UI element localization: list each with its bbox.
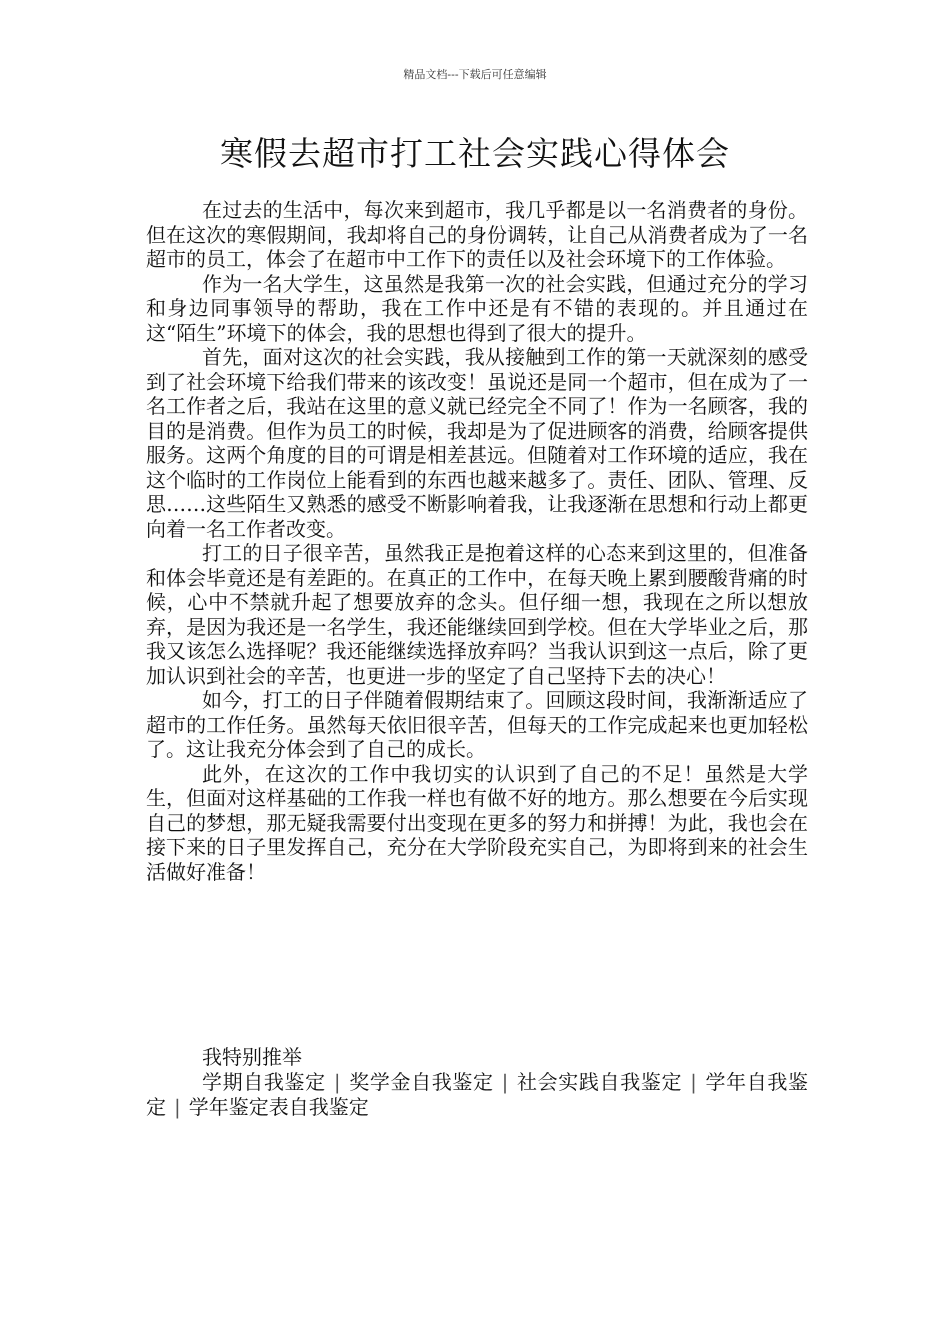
recommend-link-2[interactable]: 奖学金自我鉴定 xyxy=(348,1070,494,1094)
paragraph-1: 在过去的生活中，每次来到超市，我几乎都是以一名消费者的身份。但在这次的寒假期间，我却将自己的身份调转，让自己从消费者成为了一名超市的员工，体会了在超市中工作下的责任以及社会环境下的工作体验。 xyxy=(146,198,808,271)
recommend-heading: 我特别推举 xyxy=(202,1045,302,1069)
paragraph-5: 如今，打工的日子伴随着假期结束了。回顾这段时间，我渐渐适应了超市的工作任务。虽然每天依旧很辛苦，但每天的工作完成起来也更加轻松了。这让我充分体会到了自己的成长。 xyxy=(146,688,808,761)
recommend-link-1[interactable]: 学期自我鉴定 xyxy=(202,1070,326,1094)
paragraph-6: 此外，在这次的工作中我切实的认识到了自己的不足！虽然是大学生，但面对这样基础的工作我一样也有做不好的地方。那么想要在今后实现自己的梦想，那无疑我需要付出变现在更多的努力和拼搏！为此，我也会在接下来的日子里发挥自己，充分在大学阶段充实自己，为即将到来的社会生活做好准备！ xyxy=(146,761,808,884)
document-title: 寒假去超市打工社会实践心得体会 xyxy=(220,134,730,173)
header-note: 精品文档---下载后可任意编辑 xyxy=(403,68,547,81)
link-separator: | xyxy=(333,1070,341,1094)
recommend-link-5[interactable]: 学年鉴定表自我鉴定 xyxy=(188,1095,369,1119)
recommend-link-3[interactable]: 社会实践自我鉴定 xyxy=(516,1070,683,1094)
recommend-link-4[interactable]: 学年自我鉴定 xyxy=(146,1070,809,1119)
paragraph-4: 打工的日子很辛苦，虽然我正是抱着这样的心态来到这里的，但准备和体会毕竟还是有差距的。在真正的工作中，在每天晚上累到腰酸背痛的时候，心中不禁就升起了想要放弃的念头。但仔细一想，我现在之所以想放弃，是因为我还是一名学生，我还能继续回到学校。但在大学毕业之后，那我又该怎么选择呢？我还能继续选择放弃吗？当我认识到这一点后，除了更加认识到社会的辛苦，也更进一步的坚定了自己坚持下去的决心！ xyxy=(146,541,808,688)
paragraph-3: 首先，面对这次的社会实践，我从接触到工作的第一天就深刻的感受到了社会环境下给我们带来的该改变！虽说还是同一个超市，但在成为了一名工作者之后，我站在这里的意义就已经完全不同了！作为一名顾客，我的目的是消费。但作为员工的时候，我却是为了促进顾客的消费，给顾客提供服务。这两个角度的目的可谓是相差甚远。但随着对工作环境的适应，我在这个临时的工作岗位上能看到的东西也越来越多了。责任、团队、管理、反思……这些陌生又熟悉的感受不断影响着我，让我逐渐在思想和行动上都更向着一名工作者改变。 xyxy=(146,345,808,541)
link-separator: | xyxy=(174,1095,181,1119)
link-separator: | xyxy=(690,1070,697,1094)
link-separator: | xyxy=(501,1070,509,1094)
paragraph-2: 作为一名大学生，这虽然是我第一次的社会实践，但通过充分的学习和身边同事领导的帮助，我在工作中还是有不错的表现的。并且通过在这“陌生”环境下的体会，我的思想也得到了很大的提升。 xyxy=(146,271,808,345)
recommend-links xyxy=(146,1070,808,1120)
document-body xyxy=(146,198,808,884)
recommend-section xyxy=(146,1045,808,1120)
